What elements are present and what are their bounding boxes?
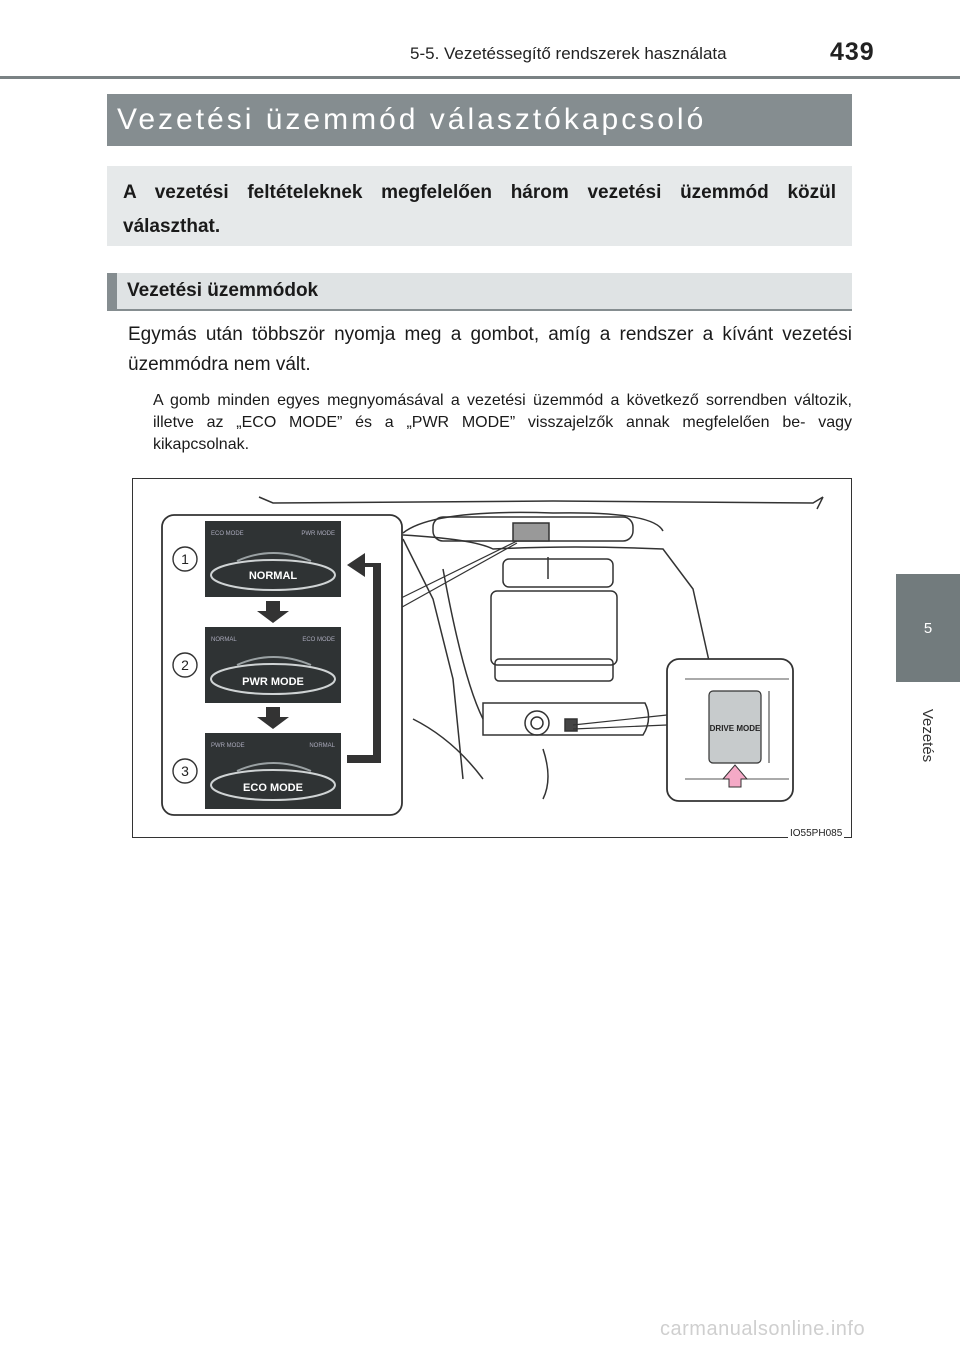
screen-1-center: NORMAL (248, 570, 298, 582)
note-paragraph: A gomb minden egyes megnyomásával a vezetési üzemmód a következő sorrendben változik, illetve az „ECO MODE” és a „PWR MODE” visszajelzők annak megfelelően be- vagy kikapcsolnak. (153, 392, 852, 453)
step-number-1: 1 (181, 551, 189, 567)
leader-lines (395, 541, 667, 729)
chapter-tab (896, 574, 960, 682)
page-number: 439 (830, 38, 875, 66)
screen-1-left: ECO MODE (211, 531, 244, 537)
screen-3-center: ECO MODE (243, 782, 303, 794)
screen-2-left: NORMAL (211, 637, 237, 643)
chapter-tab-number: 5 (923, 619, 933, 637)
instruction-paragraph: Egymás után többször nyomja meg a gombot, amíg a rendszer a kívánt vezetési üzemmódra nem vált. (128, 324, 852, 375)
screen-3-left: PWR MODE (211, 743, 245, 749)
header-divider (0, 76, 960, 79)
section-heading-text: Vezetési üzemmódok (127, 280, 319, 301)
screen-3-right: NORMAL (309, 743, 335, 749)
chapter-tab-label (896, 690, 960, 780)
figure-illustration (133, 479, 853, 839)
screen-2-center: PWR MODE (242, 676, 304, 688)
figure-code: IO55PH085 (790, 828, 843, 839)
step-number-2: 2 (181, 657, 189, 673)
watermark: carmanualsonline.info (660, 1318, 866, 1340)
chapter-tab-text: Vezetés (919, 708, 937, 762)
step-number-3: 3 (181, 763, 189, 779)
screen-2-right: ECO MODE (302, 637, 335, 643)
button-label: DRIVE MODE (709, 724, 761, 733)
section-heading (107, 273, 852, 311)
drive-mode-figure (132, 478, 852, 838)
screen-1-right: PWR MODE (301, 531, 335, 537)
page-title (107, 94, 852, 146)
intro-box: A vezetési feltételeknek megfelelően három vezetési üzemmód közül választhat. (107, 166, 852, 246)
chapter-title: 5-5. Vezetéssegítő rendszerek használata (410, 44, 727, 63)
page-title-text: Vezetési üzemmód választókapcsoló (117, 103, 707, 136)
